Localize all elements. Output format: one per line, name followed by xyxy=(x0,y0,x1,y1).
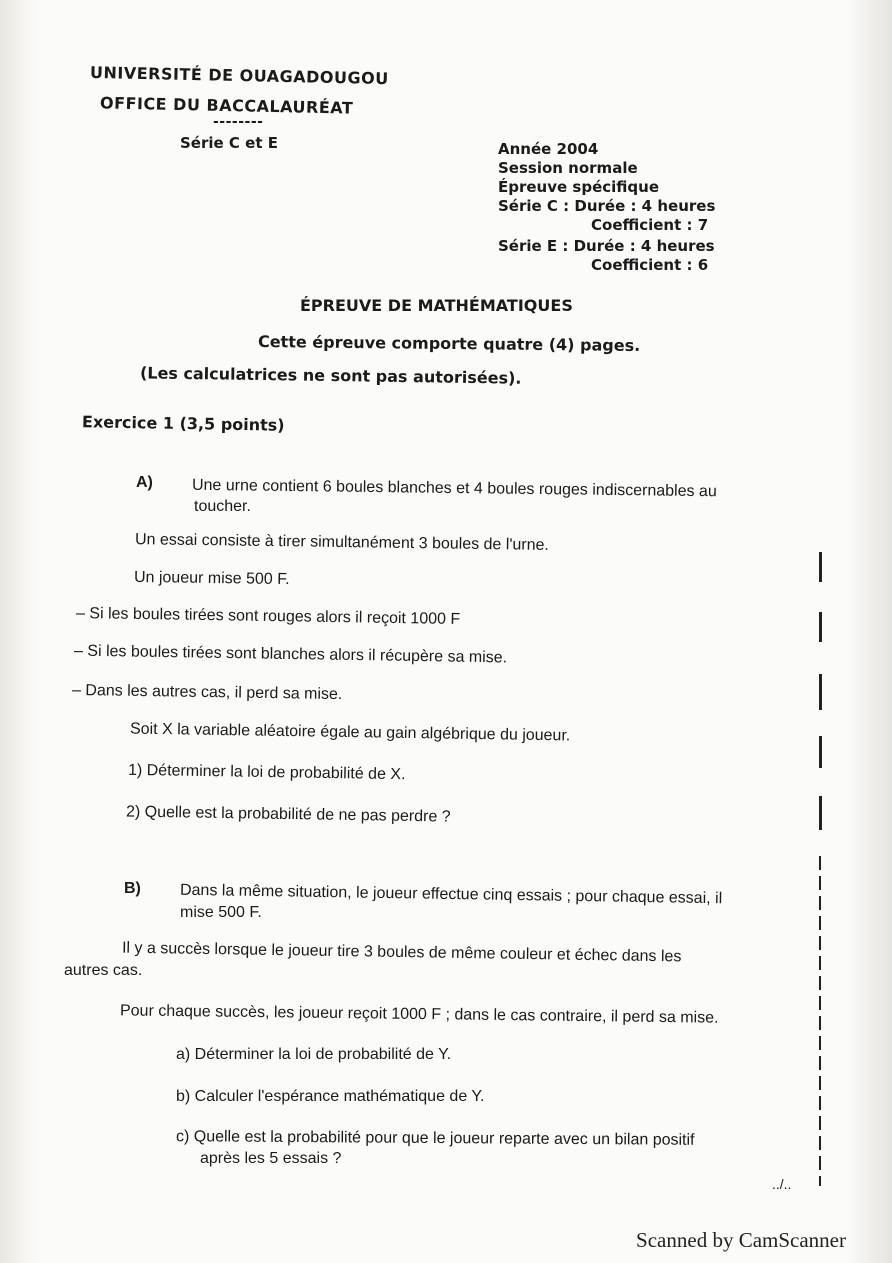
part-b-success-line1: Il y a succès lorsque le joueur tire 3 boules de même couleur et échec dans les xyxy=(121,939,682,966)
page-count-note: Cette épreuve comporte quatre (4) pages. xyxy=(257,331,641,356)
office-name: OFFICE DU BACCALAURÉAT xyxy=(99,93,354,118)
serie-e-coefficient: Coefficient : 6 xyxy=(591,256,709,274)
part-b-label: B) xyxy=(124,880,141,897)
header-divider: -------- xyxy=(213,114,264,130)
exam-type: Épreuve spécifique xyxy=(498,178,659,196)
part-b-question-a: a) Déterminer la loi de probabilité de Y. xyxy=(176,1046,452,1063)
part-b-question-b: b) Calculer l'espérance mathématique de Y. xyxy=(176,1088,485,1105)
part-a-urn-line1: Une urne contient 6 boules blanches et 4 boules rouges indiscernables au xyxy=(191,476,717,501)
margin-mark xyxy=(819,796,822,830)
part-a-random-variable: Soit X la variable aléatoire égale au gain algébrique du joueur. xyxy=(129,720,571,745)
series-label: Série C et E xyxy=(180,134,278,152)
scanner-watermark: Scanned by CamScanner xyxy=(636,1228,846,1252)
part-a-case-red: – Si les boules tirées sont rouges alors il reçoit 1000 F xyxy=(75,604,461,629)
part-b-success-line2: autres cas. xyxy=(64,962,143,979)
part-a-question-1: 1) Déterminer la loi de probabilité de X. xyxy=(127,761,406,784)
margin-mark xyxy=(819,552,822,582)
part-a-case-white: – Si les boules tirées sont blanches alors il récupère sa mise. xyxy=(73,642,508,667)
exercise-1-heading: Exercice 1 (3,5 points) xyxy=(81,412,285,435)
exam-session: Session normale xyxy=(498,159,638,177)
part-b-line1: Dans la même situation, le joueur effectue cinq essais ; pour chaque essai, il xyxy=(179,881,723,908)
margin-mark xyxy=(819,612,822,642)
exam-year: Année 2004 xyxy=(498,140,599,158)
serie-c-duration: Série C : Durée : 4 heures xyxy=(498,197,716,215)
part-a-question-2: 2) Quelle est la probabilité de ne pas perdre ? xyxy=(125,803,451,826)
serie-c-coefficient: Coefficient : 7 xyxy=(591,216,709,234)
part-b-question-c-line1: c) Quelle est la probabilité pour que le joueur reparte avec un bilan positif xyxy=(175,1128,695,1149)
part-a-label: A) xyxy=(136,474,153,491)
continuation-mark: ../.. xyxy=(772,1176,792,1192)
margin-mark xyxy=(819,856,821,1186)
part-b-line2: mise 500 F. xyxy=(180,904,262,921)
page-right-edge-shadow xyxy=(847,0,892,1263)
calculator-note: (Les calculatrices ne sont pas autorisées). xyxy=(139,363,522,388)
part-a-mise: Un joueur mise 500 F. xyxy=(133,568,290,589)
part-b-gain-rule: Pour chaque succès, les joueur reçoit 1000 F ; dans le cas contraire, il perd sa mise. xyxy=(119,1002,719,1027)
exam-title: ÉPREUVE DE MATHÉMATIQUES xyxy=(300,296,573,315)
serie-e-duration: Série E : Durée : 4 heures xyxy=(498,237,715,255)
part-a-urn-line2: toucher. xyxy=(194,498,251,515)
university-name: UNIVERSITÉ DE OUAGADOUGOU xyxy=(89,62,389,89)
part-a-case-other: – Dans les autres cas, il perd sa mise. xyxy=(71,681,343,704)
margin-mark xyxy=(819,736,822,768)
margin-mark xyxy=(819,674,822,710)
part-a-essai: Un essai consiste à tirer simultanément 3 boules de l'urne. xyxy=(134,531,550,554)
part-b-question-c-line2: après les 5 essais ? xyxy=(200,1150,342,1167)
page-left-edge-shadow xyxy=(0,0,42,1263)
